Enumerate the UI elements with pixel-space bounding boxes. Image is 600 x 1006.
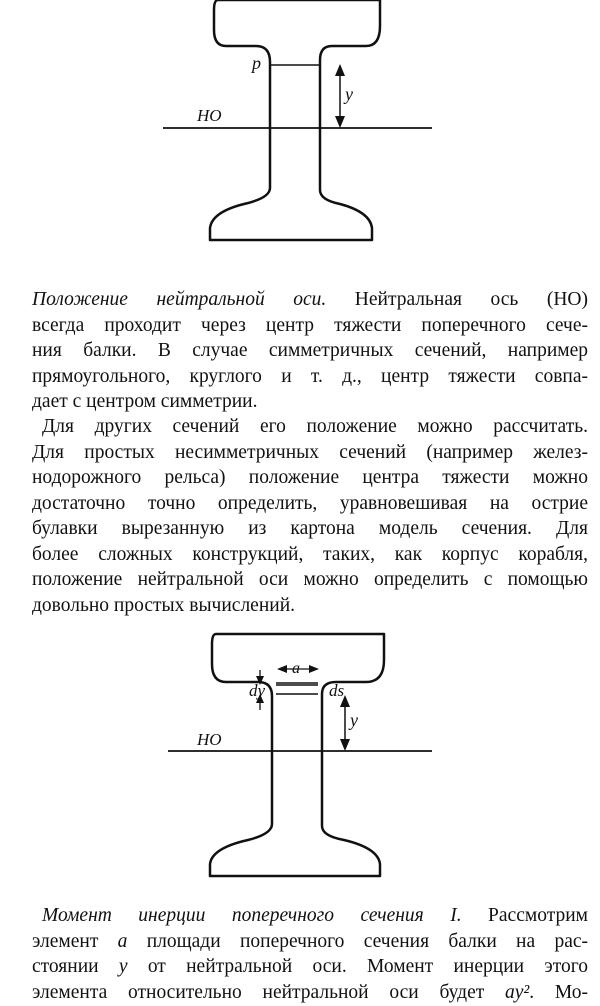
label-dy: dy [249, 681, 266, 700]
paragraph-neutral-axis [32, 287, 588, 415]
arrowhead-down [340, 739, 350, 751]
arrowhead-right [309, 665, 319, 673]
text-line: Для простых несимметричных сечений (например желез- [32, 441, 588, 463]
label-a: a [292, 660, 300, 677]
label-axis-no: НО [197, 106, 222, 125]
text-line: ния балки. В случае симметричных сечений, например [32, 340, 588, 361]
label-axis-no: НО [197, 730, 222, 749]
arrowhead-down [335, 116, 345, 128]
text-line: нодорожного рельса) положение центра тяжести можно [32, 467, 588, 488]
paragraph-other-sections [32, 414, 588, 618]
text-line: положение нейтральной оси можно определить с помощью [32, 569, 588, 590]
label-y: y [345, 84, 353, 104]
text-line: прямоугольного, круглого и т. д., центр тяжести совпа- [32, 365, 588, 387]
text-line: Для других сечений его положение можно рассчитать. [42, 416, 588, 437]
label-p: p [252, 53, 261, 73]
ibeam-outline [210, 0, 380, 240]
text-line: дает с центром симметрии. [32, 391, 258, 412]
text-line: более сложных конструкций, таких, как корпус корабля, [32, 543, 588, 565]
text-line: стоянии y от нейтральной оси. Момент инерции этого [32, 956, 588, 977]
arrowhead-left [277, 665, 287, 673]
figure-ibeam-neutral-axis [0, 0, 600, 260]
text-line: элемента относительно нейтральной оси будет ay². Мо- [32, 981, 588, 1003]
paragraph-moment-of-inertia [32, 903, 588, 1005]
text-line: элемент a площади поперечного сечения балки на рас- [32, 930, 588, 952]
text-line: довольно простых вычислений. [32, 594, 296, 616]
text-line: достаточно точно определить, уравновешивая на острие [32, 492, 588, 514]
figure-ibeam-moment-of-inertia [0, 630, 600, 880]
text-line: всегда проходит через центр тяжести поперечного сече- [32, 314, 588, 336]
text-line: Момент инерции поперечного сечения I. Рассмотрим [42, 905, 588, 926]
label-y: y [350, 710, 358, 730]
label-ds: ds [329, 681, 345, 700]
text-line: Положение нейтральной оси. Нейтральная ось (НО) [32, 289, 588, 310]
arrowhead-up [335, 64, 345, 76]
text-line: булавки вырезанную из картона модель сечения. Для [32, 518, 588, 539]
